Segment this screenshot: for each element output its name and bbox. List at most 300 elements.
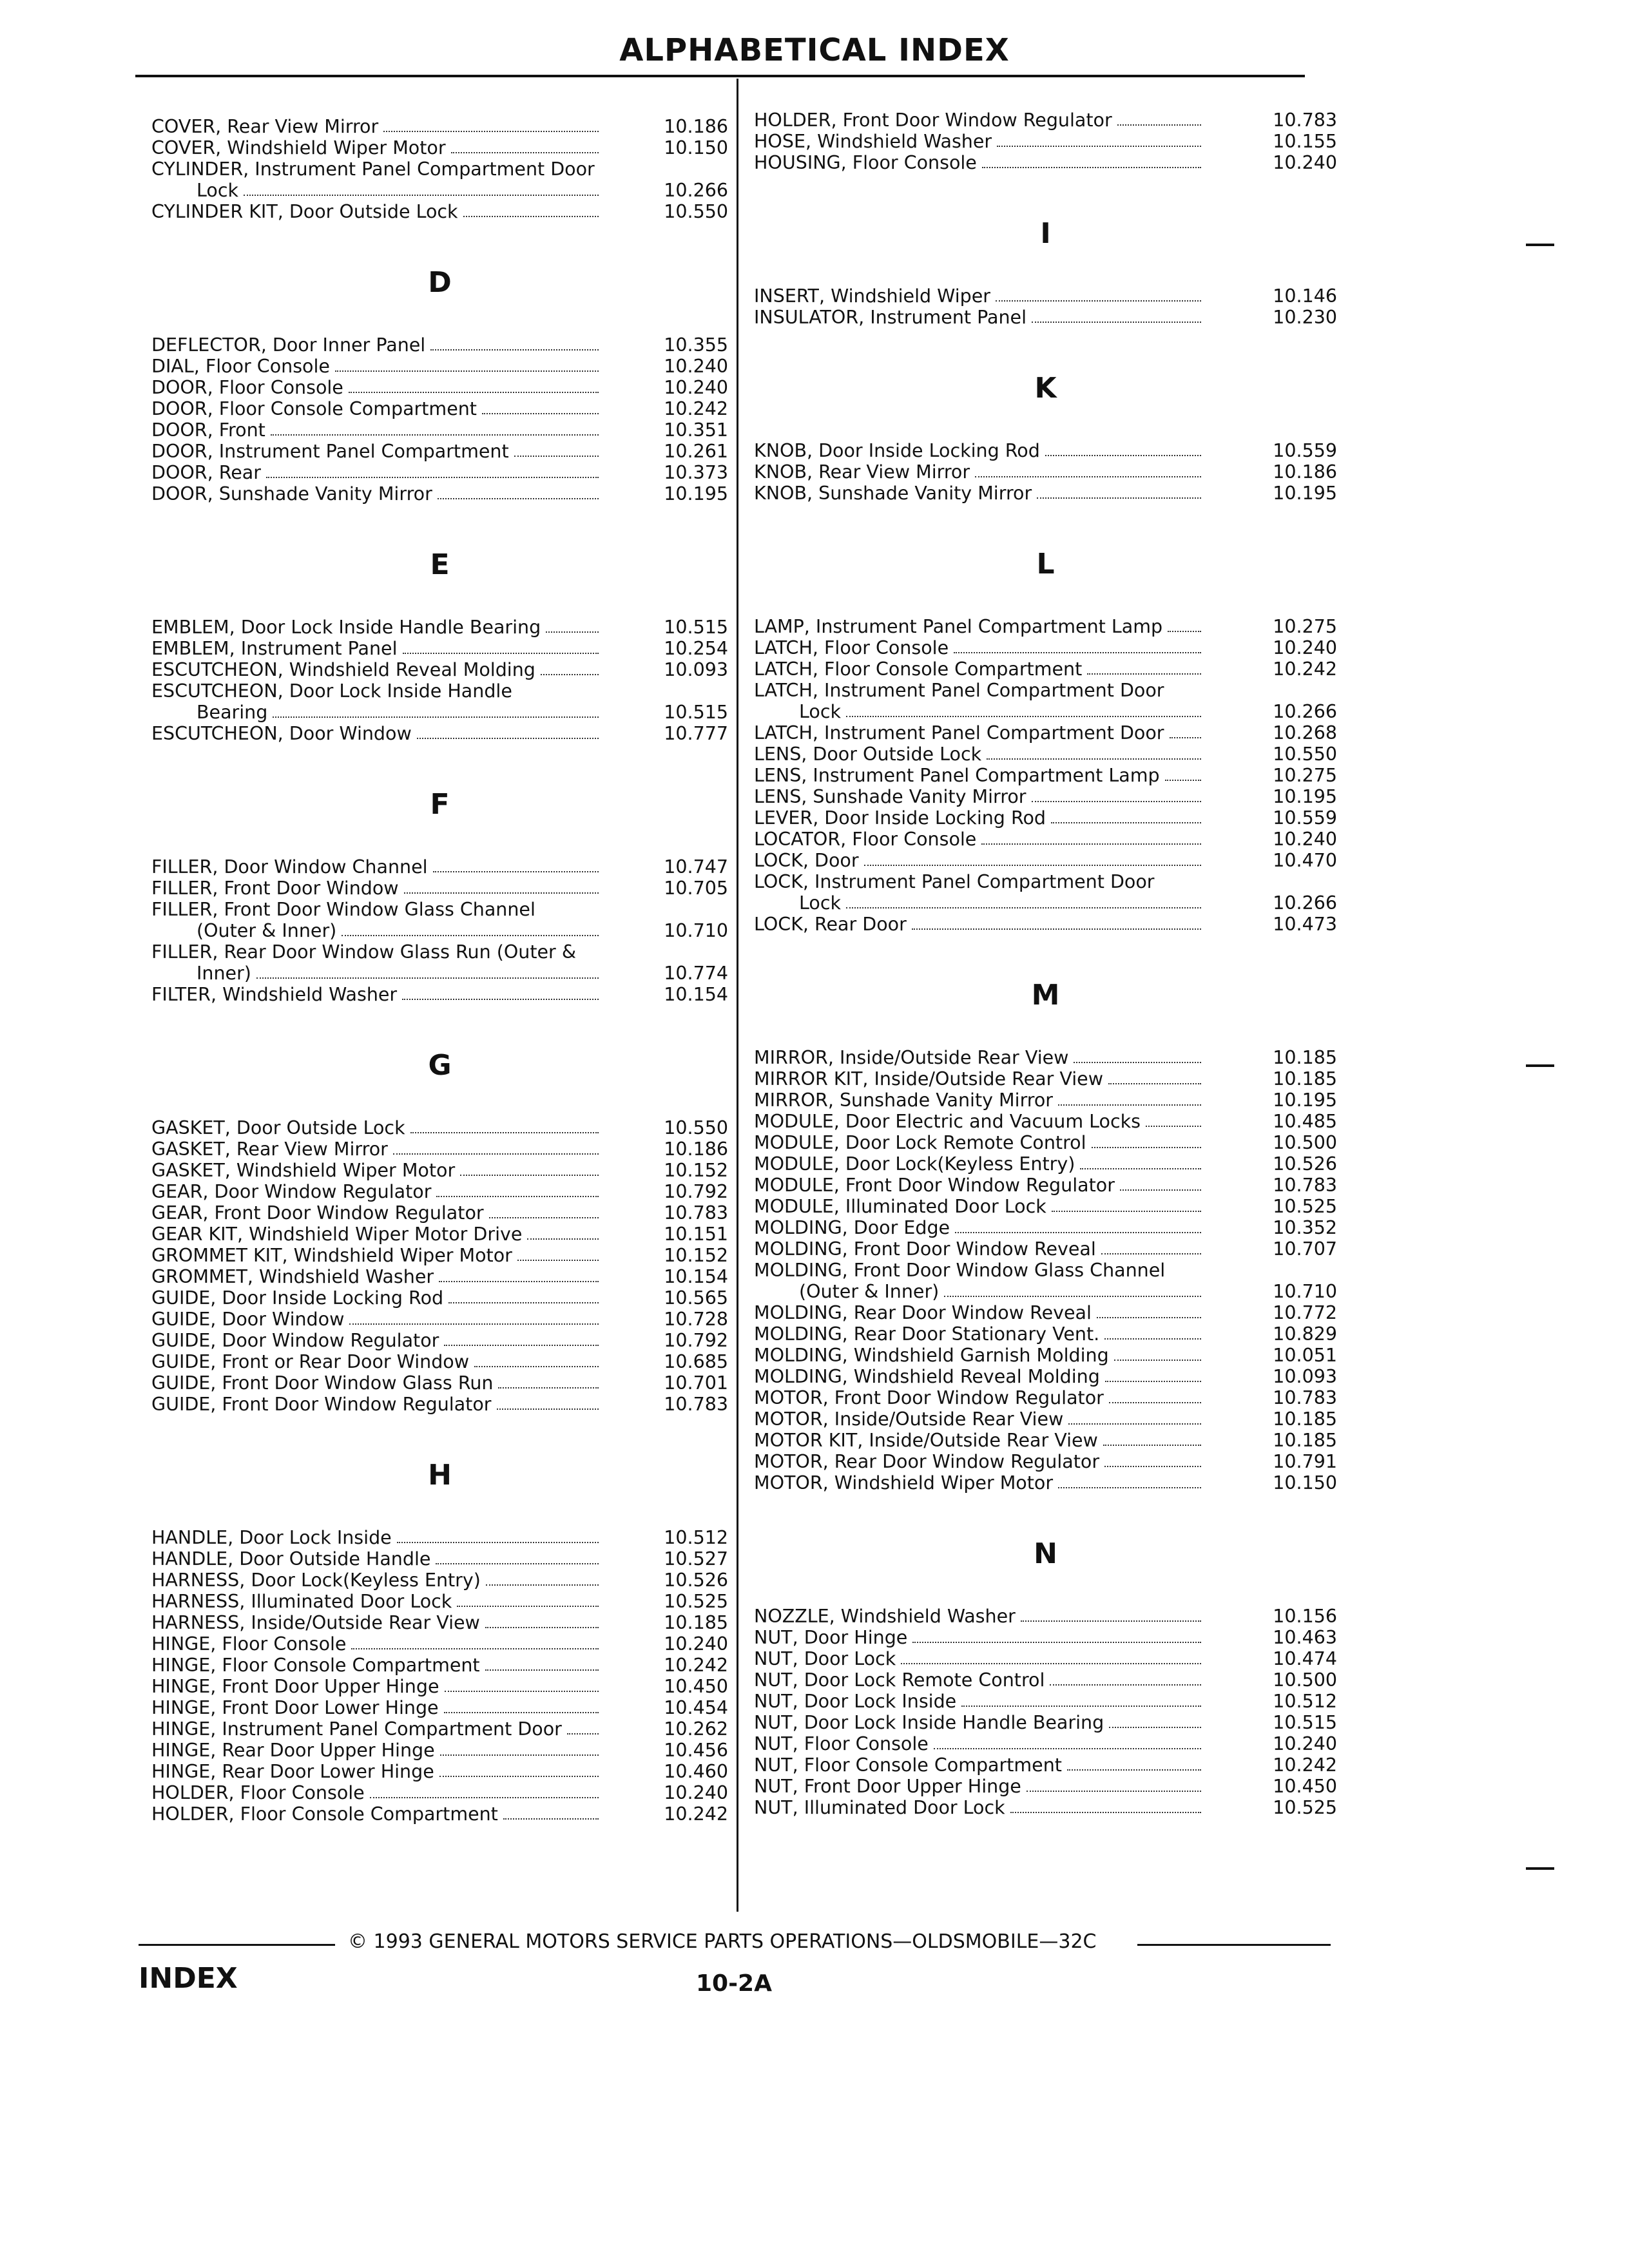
dot-leader [433,871,599,872]
entry-label: NOZZLE, Windshield Washer [754,1606,1016,1627]
entry-text [151,1351,602,1372]
entry-label: DOOR, Sunshade Vanity Mirror [151,483,432,505]
dot-leader [444,1345,599,1346]
dot-leader [460,1175,599,1176]
entry-label: (Outer & Inner) [197,920,337,941]
entry-label: INSERT, Windshield Wiper [754,285,990,307]
index-entry [754,307,1337,328]
index-entry [754,1323,1337,1345]
entry-text [754,1217,1205,1238]
entry-page-number: 10.728 [664,1309,728,1330]
entry-page-number: 10.559 [1273,807,1337,829]
index-entry [754,658,1337,680]
entry-label: HANDLE, Door Outside Handle [151,1548,431,1570]
entry-text [754,1345,1205,1366]
dot-leader [393,1153,599,1155]
index-entry [151,1697,728,1718]
entry-label: NUT, Front Door Upper Hinge [754,1776,1021,1797]
dot-leader [486,1584,599,1586]
index-entry [754,765,1337,786]
section-letter: F [430,788,450,821]
entry-page-number: 10.240 [1273,152,1337,173]
entry-text [151,1697,602,1718]
dot-leader [463,216,599,217]
index-entry [754,807,1337,829]
entry-label: HANDLE, Door Lock Inside [151,1527,392,1548]
entry-text [799,701,1205,722]
entry-text [754,1451,1205,1472]
index-entry [151,878,728,899]
dot-leader [987,758,1201,760]
entry-text [151,137,602,159]
index-entry [151,659,728,680]
index-entry [754,1606,1337,1627]
entry-label: HINGE, Instrument Panel Compartment Door [151,1718,562,1740]
dot-leader [912,928,1201,930]
dot-leader [430,349,599,351]
index-entry [151,419,728,441]
section-spacer [151,824,728,856]
entry-label: FILTER, Windshield Washer [151,984,398,1005]
entry-page-number: 10.240 [1273,829,1337,850]
footer-section-label: INDEX [139,1962,238,1995]
index-entry [754,1047,1337,1068]
section-letter: N [1034,1537,1057,1570]
section-spacer [151,302,728,334]
entry-text [754,1153,1205,1175]
dot-leader [1109,1727,1201,1728]
entry-page-number: 10.151 [664,1224,728,1245]
dot-leader [485,1627,599,1628]
index-entry [754,871,1337,892]
entry-label: HINGE, Floor Console [151,1633,347,1655]
entry-page-number: 10.146 [1273,285,1337,307]
entry-label: NUT, Illuminated Door Lock [754,1797,1005,1818]
entry-text [754,1090,1205,1111]
entry-page-number: 10.195 [1273,483,1337,504]
dot-leader [517,1260,599,1261]
entry-text [754,1302,1205,1323]
index-entry [754,461,1337,483]
dot-leader [944,1296,1201,1297]
entry-label: NUT, Door Lock Inside Handle Bearing [754,1712,1104,1733]
entry-text [151,483,602,505]
entry-text [151,1803,602,1825]
dot-leader [546,631,599,633]
entry-label: Lock [799,701,841,722]
entry-label: FILLER, Door Window Channel [151,856,428,878]
index-entry [754,786,1337,807]
entry-label: EMBLEM, Instrument Panel [151,638,398,659]
entry-page-number: 10.240 [664,377,728,398]
entry-text [754,461,1205,483]
index-entry [151,1394,728,1415]
index-entry [151,1351,728,1372]
index-entry [754,1408,1337,1430]
entry-page-number: 10.352 [1273,1217,1337,1238]
dot-leader [370,1797,599,1798]
entry-label: (Outer & Inner) [799,1281,940,1302]
dot-leader [1120,1189,1201,1191]
section-spacer [151,1085,728,1117]
dot-leader [1052,1211,1201,1212]
footer-rule-left [139,1944,335,1946]
entry-label: MODULE, Door Lock(Keyless Entry) [754,1153,1075,1175]
dot-leader [1097,1317,1201,1318]
entry-page-number: 10.242 [664,1655,728,1676]
entry-page-number: 10.275 [1273,616,1337,637]
dot-leader [438,498,599,499]
dot-leader [273,716,599,718]
entry-label: HINGE, Rear Door Lower Hinge [151,1761,434,1782]
dot-leader [485,1669,599,1671]
entry-page-number: 10.240 [664,356,728,377]
entry-text [151,1330,602,1351]
entry-page-number: 10.254 [664,638,728,659]
dot-leader [846,907,1201,908]
index-entry [754,1068,1337,1090]
entry-text [754,1776,1205,1797]
entry-page-number: 10.240 [1273,1733,1337,1754]
entry-page-number: 10.262 [664,1718,728,1740]
section-letter: M [1031,979,1060,1012]
index-entry [151,1245,728,1266]
index-entry [754,1669,1337,1691]
dot-leader [349,392,599,393]
index-entry [151,201,728,222]
index-entry [754,616,1337,637]
entry-page-number: 10.783 [664,1202,728,1224]
entry-page-number: 10.456 [664,1740,728,1761]
dot-leader [383,131,599,132]
entry-label: NUT, Floor Console Compartment [754,1754,1062,1776]
entry-text [754,1387,1205,1408]
entry-page-number: 10.454 [664,1697,728,1718]
index-entry [754,1302,1337,1323]
index-entry [754,1153,1337,1175]
entry-page-number: 10.266 [1273,701,1337,722]
entry-page-number: 10.791 [1273,1451,1337,1472]
entry-page-number: 10.685 [664,1351,728,1372]
entry-text [151,1117,602,1139]
margin-tick-mark [1526,1064,1554,1067]
entry-text [754,152,1205,173]
entry-label: LATCH, Instrument Panel Compartment Door [754,722,1164,744]
dot-leader [1165,780,1201,781]
index-entry [754,1387,1337,1408]
entry-text [151,1224,602,1245]
entry-label: HINGE, Front Door Upper Hinge [151,1676,439,1697]
dot-leader [1109,1402,1201,1403]
entry-label: HOLDER, Floor Console [151,1782,365,1803]
dot-leader [444,1712,599,1713]
entry-page-number: 10.783 [1273,1175,1337,1196]
dot-leader [404,892,599,894]
index-entry [151,1181,728,1202]
entry-page-number: 10.152 [664,1245,728,1266]
entry-page-number: 10.792 [664,1181,728,1202]
entry-text [151,1245,602,1266]
entry-text [754,1648,1205,1669]
entry-page-number: 10.525 [1273,1196,1337,1217]
dot-leader [266,477,599,478]
entry-page-number: 10.240 [1273,637,1337,658]
dot-leader [1074,1062,1201,1063]
index-entry [151,441,728,462]
entry-text [151,398,602,419]
entry-page-number: 10.351 [664,419,728,441]
entry-page-number: 10.275 [1273,765,1337,786]
dot-leader [1037,497,1201,499]
index-entry [754,152,1337,173]
entry-page-number: 10.154 [664,984,728,1005]
section-spacer [151,1415,728,1456]
entry-text [151,878,602,899]
index-entry-continuation [754,701,1337,722]
entry-page-number: 10.792 [664,1330,728,1351]
entry-page-number: 10.525 [664,1591,728,1612]
entry-label: LENS, Sunshade Vanity Mirror [754,786,1027,807]
section-spacer [151,505,728,546]
entry-label: Inner) [197,963,251,984]
dot-leader [954,652,1201,653]
section-letter: H [428,1459,452,1492]
dot-leader [448,1302,599,1303]
entry-text [151,1139,602,1160]
dot-leader [981,843,1201,845]
index-column-right [754,110,1337,1818]
entry-label: Lock [799,892,841,914]
dot-leader [1101,1253,1201,1254]
entry-page-number: 10.240 [664,1782,728,1803]
entry-page-number: 10.266 [1273,892,1337,914]
entry-text [151,1761,602,1782]
dot-leader [439,1281,599,1282]
entry-page-number: 10.550 [1273,744,1337,765]
entry-label: COVER, Rear View Mirror [151,116,379,137]
index-entry [151,941,728,963]
index-entry [754,680,1337,701]
entry-label: GROMMET, Windshield Washer [151,1266,434,1287]
entry-text [754,850,1205,871]
entry-page-number: 10.512 [664,1527,728,1548]
dot-leader [982,167,1201,168]
dot-leader [503,1818,599,1820]
entry-text [754,307,1205,328]
entry-page-number: 10.512 [1273,1691,1337,1712]
entry-page-number: 10.150 [1273,1472,1337,1494]
entry-text [754,440,1205,461]
index-entry [754,829,1337,850]
index-entry [151,377,728,398]
index-entry [754,1451,1337,1472]
index-entry [151,723,728,744]
index-entry [151,617,728,638]
entry-page-number: 10.093 [664,659,728,680]
dot-leader [1117,124,1201,126]
entry-label: KNOB, Rear View Mirror [754,461,970,483]
entry-page-number: 10.152 [664,1160,728,1181]
dot-leader [514,456,599,457]
entry-label: MOLDING, Door Edge [754,1217,950,1238]
entry-label: GEAR KIT, Windshield Wiper Motor Drive [151,1224,523,1245]
entry-page-number: 10.500 [1273,1132,1337,1153]
index-entry [754,483,1337,504]
index-entry [754,1797,1337,1818]
dot-leader [1058,1487,1201,1488]
dot-leader [402,999,599,1000]
entry-page-number: 10.242 [664,398,728,419]
index-entry [151,1372,728,1394]
entry-label: HINGE, Floor Console Compartment [151,1655,480,1676]
entry-page-number: 10.777 [664,723,728,744]
index-entry [754,110,1337,131]
entry-text [151,1782,602,1803]
entry-label: DOOR, Front [151,419,265,441]
entry-text [151,1527,602,1548]
entry-page-number: 10.783 [1273,110,1337,131]
entry-text [754,1196,1205,1217]
dot-leader [335,370,599,372]
dot-leader [1092,1147,1201,1148]
index-entry [754,1712,1337,1733]
index-entry [754,1472,1337,1494]
entry-label: HARNESS, Inside/Outside Rear View [151,1612,480,1633]
entry-page-number: 10.707 [1273,1238,1337,1260]
dot-leader [1067,1769,1201,1771]
dot-leader [996,300,1201,302]
dot-leader [351,1648,599,1649]
entry-text [197,920,602,941]
entry-page-number: 10.242 [664,1803,728,1825]
entry-text [799,892,1205,914]
dot-leader [457,1606,599,1607]
entry-text [754,1797,1205,1818]
dot-leader [1050,1684,1201,1686]
entry-page-number: 10.268 [1273,722,1337,744]
index-entry [151,1633,728,1655]
dot-leader [1087,673,1201,675]
entry-label: DOOR, Floor Console Compartment [151,398,477,419]
index-entry [151,1740,728,1761]
entry-page-number: 10.701 [664,1372,728,1394]
entry-label: MODULE, Door Electric and Vacuum Locks [754,1111,1141,1132]
entry-text [754,1047,1205,1068]
dot-leader [436,1563,599,1564]
entry-text [151,1181,602,1202]
entry-page-number: 10.185 [664,1612,728,1633]
dot-leader [961,1706,1201,1707]
entry-label: HARNESS, Door Lock(Keyless Entry) [151,1570,481,1591]
dot-leader [541,674,599,675]
entry-page-number: 10.550 [664,201,728,222]
entry-page-number: 10.240 [664,1633,728,1655]
entry-page-number: 10.185 [1273,1068,1337,1090]
dot-leader [497,1408,599,1410]
dot-leader [1146,1126,1201,1127]
dot-leader [349,1323,599,1325]
index-entry [754,1175,1337,1196]
entry-label: DIAL, Floor Console [151,356,330,377]
entry-page-number: 10.515 [664,702,728,723]
entry-text [754,616,1205,637]
entry-page-number: 10.485 [1273,1111,1337,1132]
entry-page-number: 10.242 [1273,1754,1337,1776]
entry-text [754,1606,1205,1627]
index-entry [151,1718,728,1740]
entry-label: MOTOR, Windshield Wiper Motor [754,1472,1054,1494]
index-entry [151,1224,728,1245]
entry-label: Lock [197,180,238,201]
entry-label: Bearing [197,702,268,723]
entry-page-number: 10.500 [1273,1669,1337,1691]
index-entry [151,1527,728,1548]
entry-label: HOSE, Windshield Washer [754,131,992,152]
entry-text [754,914,1205,935]
entry-label: MOLDING, Front Door Window Glass Channel [754,1260,1166,1281]
entry-label: HARNESS, Illuminated Door Lock [151,1591,452,1612]
margin-tick-mark [1526,244,1554,246]
section-spacer [754,584,1337,616]
dot-leader [1027,1791,1201,1792]
entry-text [754,1669,1205,1691]
entry-text [754,722,1205,744]
entry-text [754,829,1205,850]
entry-label: GROMMET KIT, Windshield Wiper Motor [151,1245,512,1266]
index-entry [754,637,1337,658]
entry-page-number: 10.710 [664,920,728,941]
index-entry-continuation [754,892,1337,914]
dot-leader [489,1217,599,1218]
dot-leader [410,1132,599,1133]
entry-label: NUT, Door Lock [754,1648,896,1669]
dot-leader [451,152,599,153]
section-spacer [754,1015,1337,1047]
entry-page-number: 10.450 [1273,1776,1337,1797]
index-entry [151,1782,728,1803]
entry-label: GASKET, Door Outside Lock [151,1117,405,1139]
entry-page-number: 10.829 [1273,1323,1337,1345]
entry-label: ESCUTCHEON, Windshield Reveal Molding [151,659,535,680]
entry-text [151,1612,602,1633]
section-spacer [151,222,728,264]
dot-leader [1051,822,1201,823]
dot-leader [934,1748,1201,1749]
index-entry [754,1260,1337,1281]
index-entry-continuation [151,180,728,201]
entry-text [754,1627,1205,1648]
dot-leader [864,865,1201,866]
entry-page-number: 10.525 [1273,1797,1337,1818]
dot-leader [439,1776,599,1777]
entry-text [754,1754,1205,1776]
entry-label: KNOB, Door Inside Locking Rod [754,440,1040,461]
entry-text [151,659,602,680]
entry-page-number: 10.473 [1273,914,1337,935]
entry-page-number: 10.261 [664,441,728,462]
section-spacer [754,408,1337,440]
entry-page-number: 10.470 [1273,850,1337,871]
entry-label: MOTOR, Front Door Window Regulator [754,1387,1104,1408]
index-entry [754,1090,1337,1111]
index-entry [754,1648,1337,1669]
entry-page-number: 10.185 [1273,1047,1337,1068]
entry-page-number: 10.230 [1273,307,1337,328]
index-entry [754,1691,1337,1712]
entry-text [754,765,1205,786]
entry-label: MOTOR, Inside/Outside Rear View [754,1408,1064,1430]
entry-page-number: 10.772 [1273,1302,1337,1323]
